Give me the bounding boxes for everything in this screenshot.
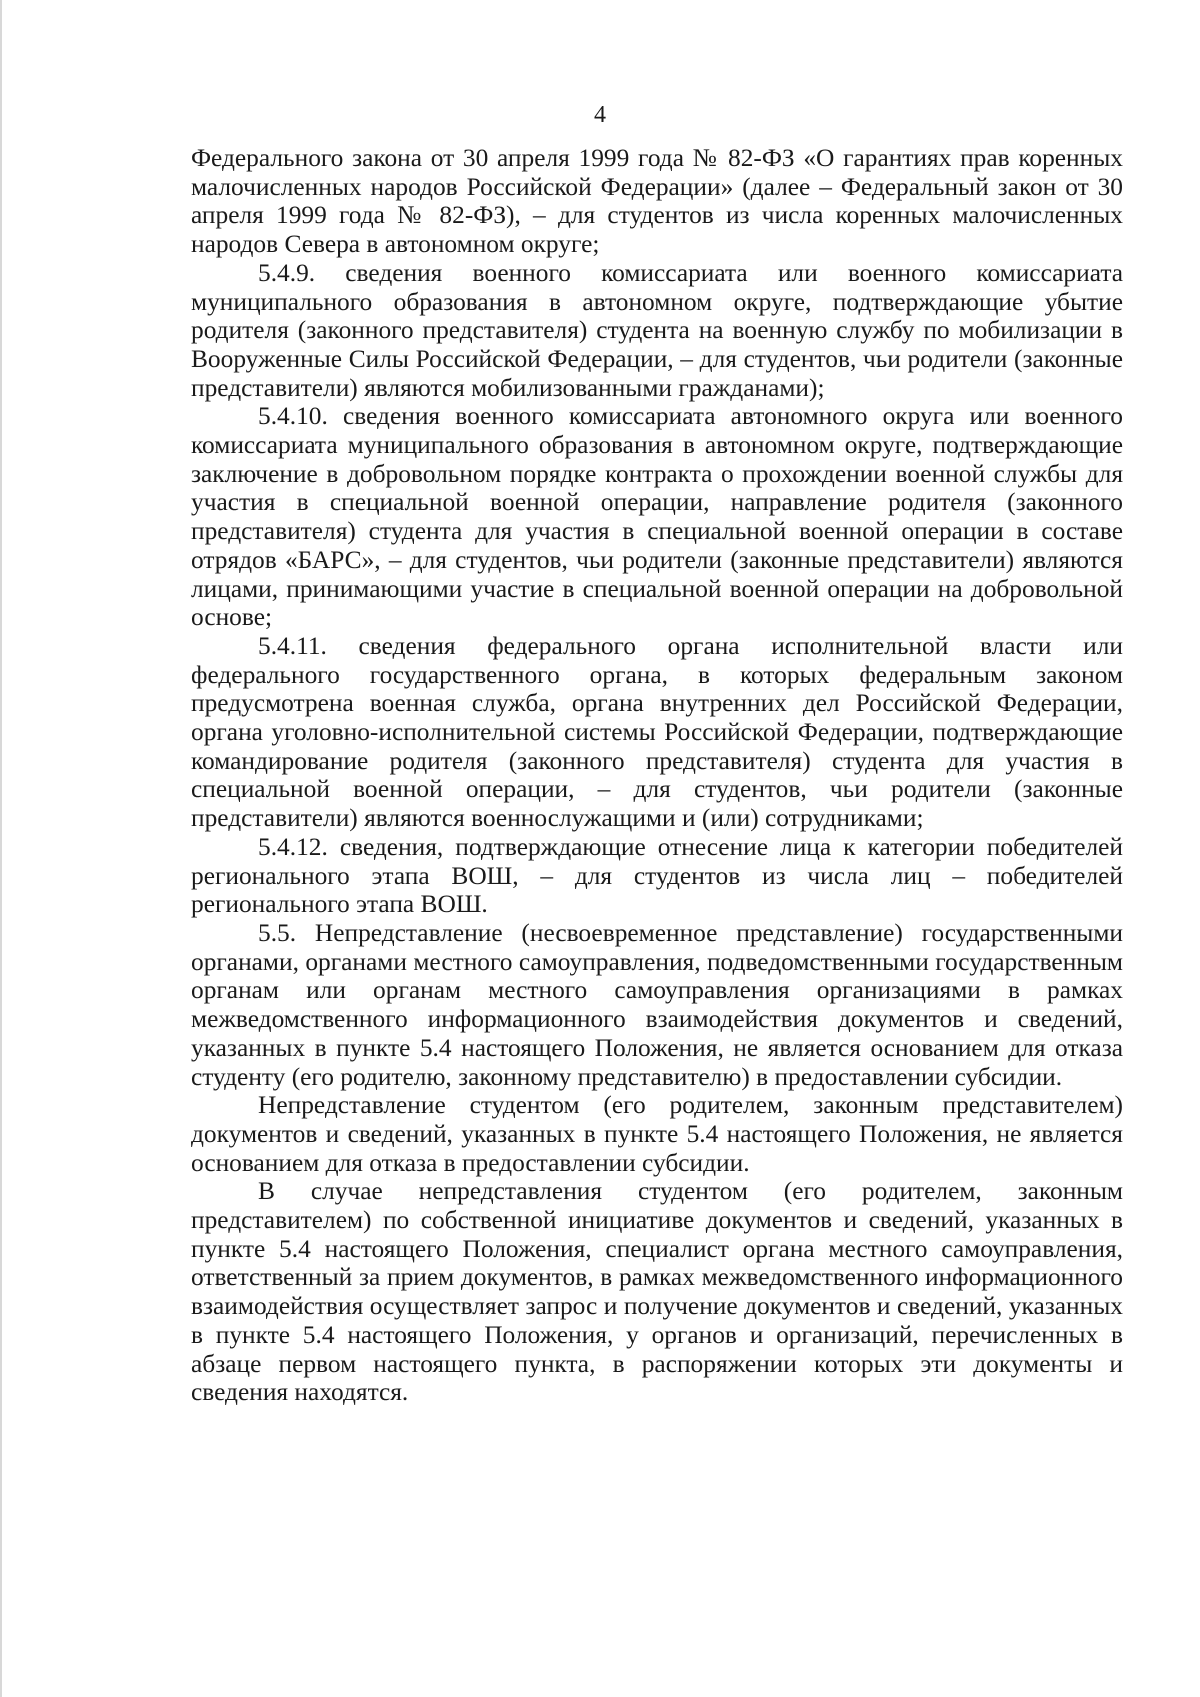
paragraph-5-4-9: 5.4.9. сведения военного комиссариата или военного комиссариата муниципального образования в автономном округе, подтверждающие убытие родителя (законного представителя) студента на военную службу по мобилизации в Вооруженные Силы Российской Федерации, – для студентов, чьи родители (законные представители) являются мобилизованными гражданами); xyxy=(191,258,1123,402)
paragraph-5-5: 5.5. Непредставление (несвоевременное представление) государственными органами, органами местного самоуправления, подведомственными государственным органам или органам местного самоуправления организациями в рамках межведомственного информационного взаимодействия документов и сведений, указанных в пункте 5.4 настоящего Положения, не является основанием для отказа студенту (его родителю, законному представителю) в предоставлении субсидии. xyxy=(191,918,1123,1091)
paragraph-non-submission: Непредставление студентом (его родителем, законным представителем) документов и сведений, указанных в пункте 5.4 настоящего Положения, не является основанием для отказа в предоставлении субсидии. xyxy=(191,1091,1123,1177)
paragraph-interagency-request: В случае непредставления студентом (его родителем, законным представителем) по собственной инициативе документов и сведений, указанных в пункте 5.4 настоящего Положения, специалист органа местного самоуправления, ответственный за прием документов, в рамках межведомственного информационного взаимодействия осуществляет запрос и получение документов и сведений, указанных в пункте 5.4 настоящего Положения, у органов и организаций, перечисленных в абзаце первом настоящего пункта, в распоряжении которых эти документы и сведения находятся. xyxy=(191,1177,1123,1407)
paragraph-5-4-11: 5.4.11. сведения федерального органа исполнительной власти или федерального государственного органа, в которых федеральным законом предусмотрена военная служба, органа внутренних дел Российской Федерации, органа уголовно-исполнительной системы Российской Федерации, подтверждающие командирование родителя (законного представителя) студента для участия в специальной военной операции, – для студентов, чьи родители (законные представители) являются военнослужащими и (или) сотрудниками; xyxy=(191,631,1123,833)
page-number: 4 xyxy=(594,102,606,128)
document-body xyxy=(191,144,1123,1407)
page-edge xyxy=(0,0,2,1697)
paragraph-law-reference: Федерального закона от 30 апреля 1999 года № 82-ФЗ «О гарантиях прав коренных малочисленных народов Российской Федерации» (далее – Федеральный закон от 30 апреля 1999 года № 82-ФЗ), – для студентов из числа коренных малочисленных народов Севера в автономном округе; xyxy=(191,144,1123,259)
paragraph-5-4-10: 5.4.10. сведения военного комиссариата автономного округа или военного комиссариата муниципального образования в автономном округе, подтверждающие заключение в добровольном порядке контракта о прохождении военной службы для участия в специальной военной операции, направление родителя (законного представителя) студента для участия в специальной военной операции в составе отрядов «БАРС», – для студентов, чьи родители (законные представители) являются лицами, принимающими участие в специальной военной операции на добровольной основе; xyxy=(191,402,1123,632)
paragraph-5-4-12: 5.4.12. сведения, подтверждающие отнесение лица к категории победителей регионального этапа ВОШ, – для студентов из числа лиц – победителей регионального этапа ВОШ. xyxy=(191,832,1123,919)
